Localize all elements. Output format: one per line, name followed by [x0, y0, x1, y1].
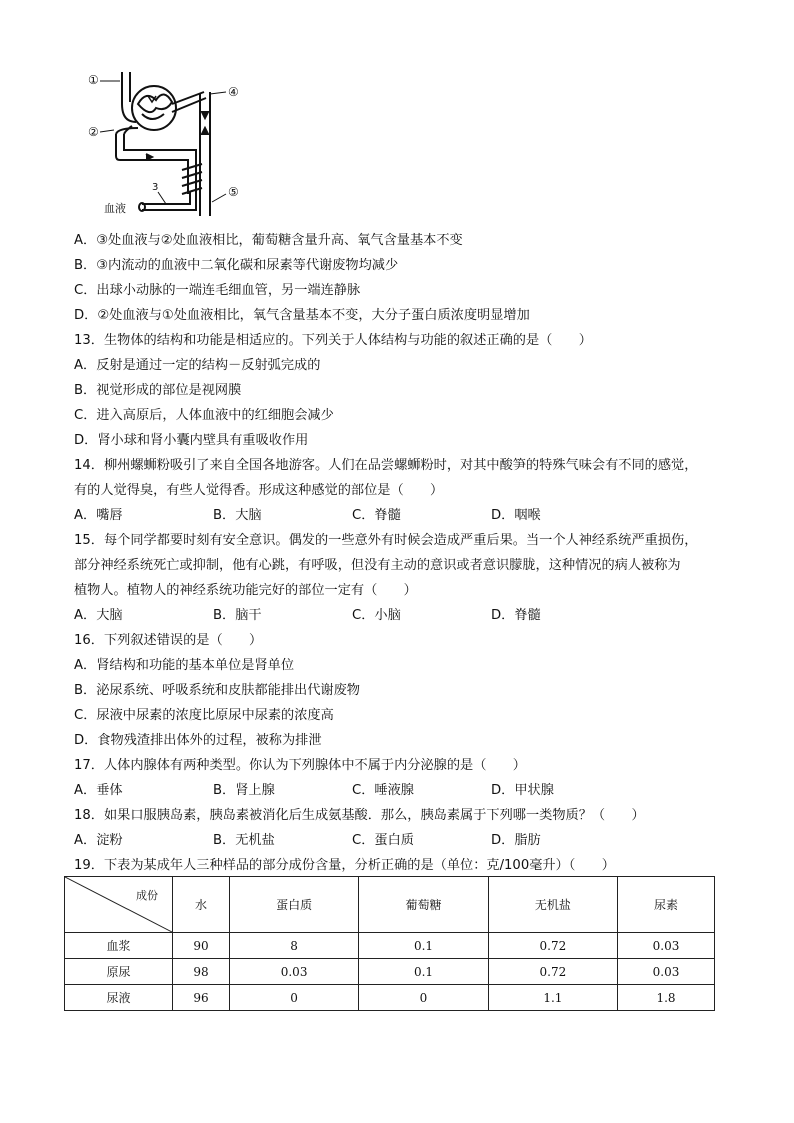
q18-options: [74, 828, 734, 853]
q14-stem-line-2: 有的人觉得臭，有些人觉得香。形成这种感觉的部位是（ ）: [74, 483, 444, 498]
label-4: ④: [228, 85, 239, 99]
q12-option-a: A．③处血液与②处血液相比，葡萄糖含量升高、氧气含量基本不变: [74, 233, 463, 248]
table-cell: 0.72: [488, 959, 617, 985]
q18-option-d: D．脂肪: [491, 833, 541, 848]
q15-option-a: A．大脑: [74, 608, 123, 623]
q15-options: [74, 603, 734, 628]
composition-table: [64, 876, 715, 1011]
table-header-row: [65, 877, 715, 933]
table-cell: 8: [229, 933, 358, 959]
row-label: 原尿: [65, 959, 173, 985]
q15-stem-line-2: 部分神经系统死亡或抑制，他有心跳，有呼吸，但没有主动的意识或者意识朦胧，这种情况的病人被称为: [74, 558, 681, 573]
diagonal-line: [65, 877, 172, 932]
q15-option-b: B．脑干: [213, 608, 262, 623]
row-label: 血浆: [65, 933, 173, 959]
nephron-diagram: [86, 64, 246, 216]
q13-option-b: B．视觉形成的部位是视网膜: [74, 383, 242, 398]
table-row: [65, 985, 715, 1011]
q15-option-c: C．小脑: [352, 608, 401, 623]
q12-option-c: C．出球小动脉的一端连毛细血管，另一端连静脉: [74, 283, 361, 298]
table-cell: 96: [173, 985, 230, 1011]
q17-options: [74, 778, 734, 803]
table-row: [65, 959, 715, 985]
table-row: [65, 933, 715, 959]
q17-stem: 17．人体内腺体有两种类型。你认为下列腺体中不属于内分泌腺的是（ ）: [74, 758, 526, 773]
q13-option-a: A．反射是通过一定的结构－反射弧完成的: [74, 358, 321, 373]
table-cell: 0.03: [229, 959, 358, 985]
q15-stem-line-3: 植物人。植物人的神经系统功能完好的部位一定有（ ）: [74, 583, 417, 598]
q12-option-d: D．②处血液与①处血液相比，氧气含量基本不变，大分子蛋白质浓度明显增加: [74, 308, 530, 323]
table-cell: 90: [173, 933, 230, 959]
q14-stem-line-1: 14．柳州螺蛳粉吸引了来自全国各地游客。人们在品尝螺蛳粉时，对其中酸笋的特殊气味会有不同的感觉，: [74, 458, 698, 473]
q13-stem: 13．生物体的结构和功能是相适应的。下列关于人体结构与功能的叙述正确的是（ ）: [74, 333, 592, 348]
q18-option-c: C．蛋白质: [352, 833, 414, 848]
table-header: 蛋白质: [229, 877, 358, 933]
table-corner-cell: [65, 877, 173, 933]
table-cell: 0.1: [359, 933, 488, 959]
q18-option-b: B．无机盐: [213, 833, 275, 848]
table-cell: 0.03: [618, 959, 715, 985]
q14-options: [74, 503, 734, 528]
table-header: 葡萄糖: [359, 877, 488, 933]
q14-option-c: C．脊髓: [352, 508, 401, 523]
table-header: 尿素: [618, 877, 715, 933]
table-cell: 0.1: [359, 959, 488, 985]
label-5: ⑤: [228, 185, 239, 199]
label-2: ②: [88, 125, 99, 139]
q17-option-b: B．肾上腺: [213, 783, 275, 798]
q18-stem: 18．如果口服胰岛素，胰岛素被消化后生成氨基酸．那么，胰岛素属于下列哪一类物质？（ ）: [74, 808, 645, 823]
q16-option-c: C．尿液中尿素的浓度比原尿中尿素的浓度高: [74, 708, 334, 723]
q16-option-a: A．肾结构和功能的基本单位是肾单位: [74, 658, 295, 673]
q16-option-d: D．食物残渣排出体外的过程，被称为排泄: [74, 733, 322, 748]
q14-option-d: D．咽喉: [491, 508, 541, 523]
table-cell: 98: [173, 959, 230, 985]
q13-option-c: C．进入高原后，人体血液中的红细胞会减少: [74, 408, 334, 423]
q13-option-d: D．肾小球和肾小囊内壁具有重吸收作用: [74, 433, 309, 448]
q14-option-a: A．嘴唇: [74, 508, 123, 523]
table-cell: 0: [229, 985, 358, 1011]
table-cell: 0: [359, 985, 488, 1011]
q15-option-d: D．脊髓: [491, 608, 541, 623]
corner-label: 成份: [136, 889, 158, 902]
q17-option-a: A．垂体: [74, 783, 123, 798]
q17-option-c: C．唾液腺: [352, 783, 414, 798]
table-cell: 0.03: [618, 933, 715, 959]
label-1: ①: [88, 73, 99, 87]
q14-option-b: B．大脑: [213, 508, 262, 523]
label-blood: 血液: [104, 202, 126, 215]
q16-stem: 16．下列叙述错误的是（ ）: [74, 633, 263, 648]
q18-option-a: A．淀粉: [74, 833, 123, 848]
question-list: [74, 228, 734, 878]
table-header: 无机盐: [488, 877, 617, 933]
table-cell: 1.1: [488, 985, 617, 1011]
q17-option-d: D．甲状腺: [491, 783, 554, 798]
q16-option-b: B．泌尿系统、呼吸系统和皮肤都能排出代谢废物: [74, 683, 360, 698]
q12-option-b: B．③内流动的血液中二氧化碳和尿素等代谢废物均减少: [74, 258, 399, 273]
row-label: 尿液: [65, 985, 173, 1011]
table-cell: 1.8: [618, 985, 715, 1011]
q15-stem-line-1: 15．每个同学都要时刻有安全意识。偶发的一些意外有时候会造成严重后果。当一个人神经系统严重损伤，: [74, 533, 698, 548]
q19-stem: 19．下表为某成年人三种样品的部分成份含量，分析正确的是（单位：克/100毫升）（ ）: [74, 858, 615, 873]
table-header: 水: [173, 877, 230, 933]
label-3: 3: [152, 182, 159, 193]
table-cell: 0.72: [488, 933, 617, 959]
